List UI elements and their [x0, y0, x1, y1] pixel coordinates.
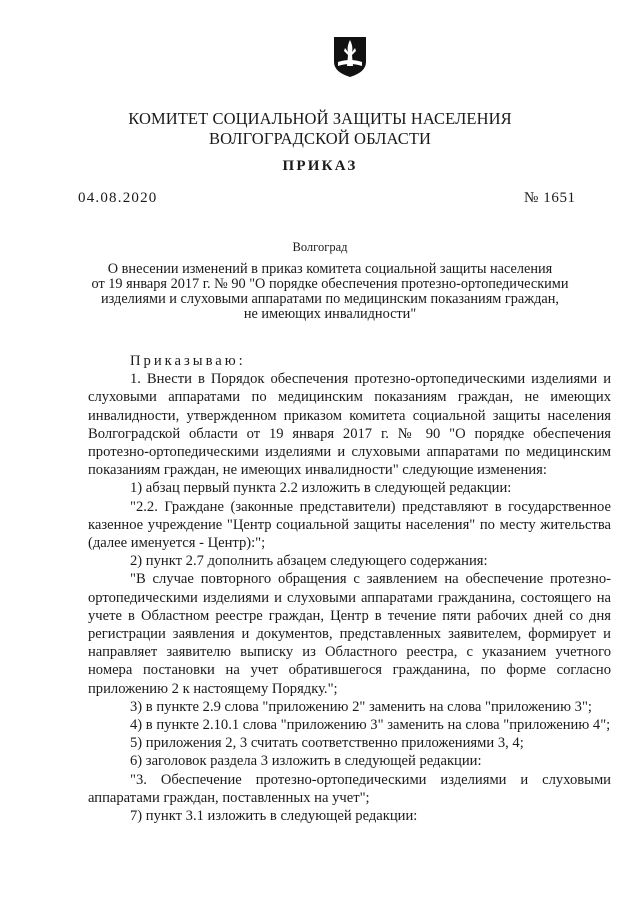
document-city: Волгоград	[292, 240, 348, 254]
body-paragraph: "2.2. Граждане (законные представители) представляют в государственное казенное учреждение "Центр социальной защиты населения" по месту жительства (далее именуется - Центр):";	[88, 498, 611, 552]
subject-line: изделиями и слуховыми аппаратами по медицинским показаниям граждан,	[101, 291, 559, 307]
body-paragraph: 4) в пункте 2.10.1 слова "приложению 3" заменить на слова "приложению 4";	[130, 717, 611, 734]
organization-name-line1: КОМИТЕТ СОЦИАЛЬНОЙ ЗАЩИТЫ НАСЕЛЕНИЯ	[128, 109, 512, 128]
document-subject	[60, 262, 600, 322]
organization-name-line2: ВОЛГОГРАДСКОЙ ОБЛАСТИ	[208, 129, 432, 148]
document-date: 04.08.2020	[78, 190, 158, 206]
body-paragraph: "В случае повторного обращения с заявлением на обеспечение протезно-ортопедическими изделиями и слуховыми аппаратами гражданина, состоящего на учете в Областном реестре граждан, Центр в течение пяти рабочих дней со дня регистрации заявления и документов, представленных заявителем, формирует и направляет заявителю выписку из Областного реестра, с указанием учетного номера постановки на учет обратившегося гражданина, по форме согласно приложению 2 к настоящему Порядку.";	[88, 571, 611, 697]
body-paragraph: 6) заголовок раздела 3 изложить в следующей редакции:	[130, 753, 482, 770]
subject-line: О внесении изменений в приказ комитета социальной защиты населения	[107, 261, 553, 277]
body-paragraph: 5) приложения 2, 3 считать соответственно приложениями 3, 4;	[130, 735, 524, 752]
decree-word: Приказываю:	[130, 353, 246, 369]
subject-line: от 19 января 2017 г. № 90 "О порядке обеспечения протезно-ортопедическими	[91, 276, 569, 292]
document-number: № 1651	[524, 190, 576, 206]
subject-line: не имеющих инвалидности"	[243, 306, 417, 322]
body-paragraph: 7) пункт 3.1 изложить в следующей редакции:	[130, 808, 418, 825]
document-title: ПРИКАЗ	[282, 158, 358, 174]
body-paragraph: 3) в пункте 2.9 слова "приложению 2" заменить на слова "приложению 3";	[130, 698, 592, 715]
body-paragraph: 1. Внести в Порядок обеспечения протезно-ортопедическими изделиями и слуховыми аппаратами по медицинским показаниям граждан, не имеющих инвалидности, утвержденном приказом комитета социальной защиты населения Волгоградской области от 19 января 2017 г. № 90 "О порядке обеспечения протезно-ортопедическими изделиями и слуховыми аппаратами по медицинским показаниям граждан, не имеющих инвалидности" следующие изменения:	[88, 371, 611, 479]
body-paragraph: 2) пункт 2.7 дополнить абзацем следующего содержания:	[130, 553, 488, 570]
document-body	[88, 352, 611, 825]
body-paragraph: 1) абзац первый пункта 2.2 изложить в следующей редакции:	[130, 480, 512, 497]
volgograd-coat-of-arms-icon	[333, 36, 367, 78]
body-paragraph: "3. Обеспечение протезно-ортопедическими изделиями и слуховыми аппаратами граждан, поставленных на учет";	[88, 771, 611, 806]
